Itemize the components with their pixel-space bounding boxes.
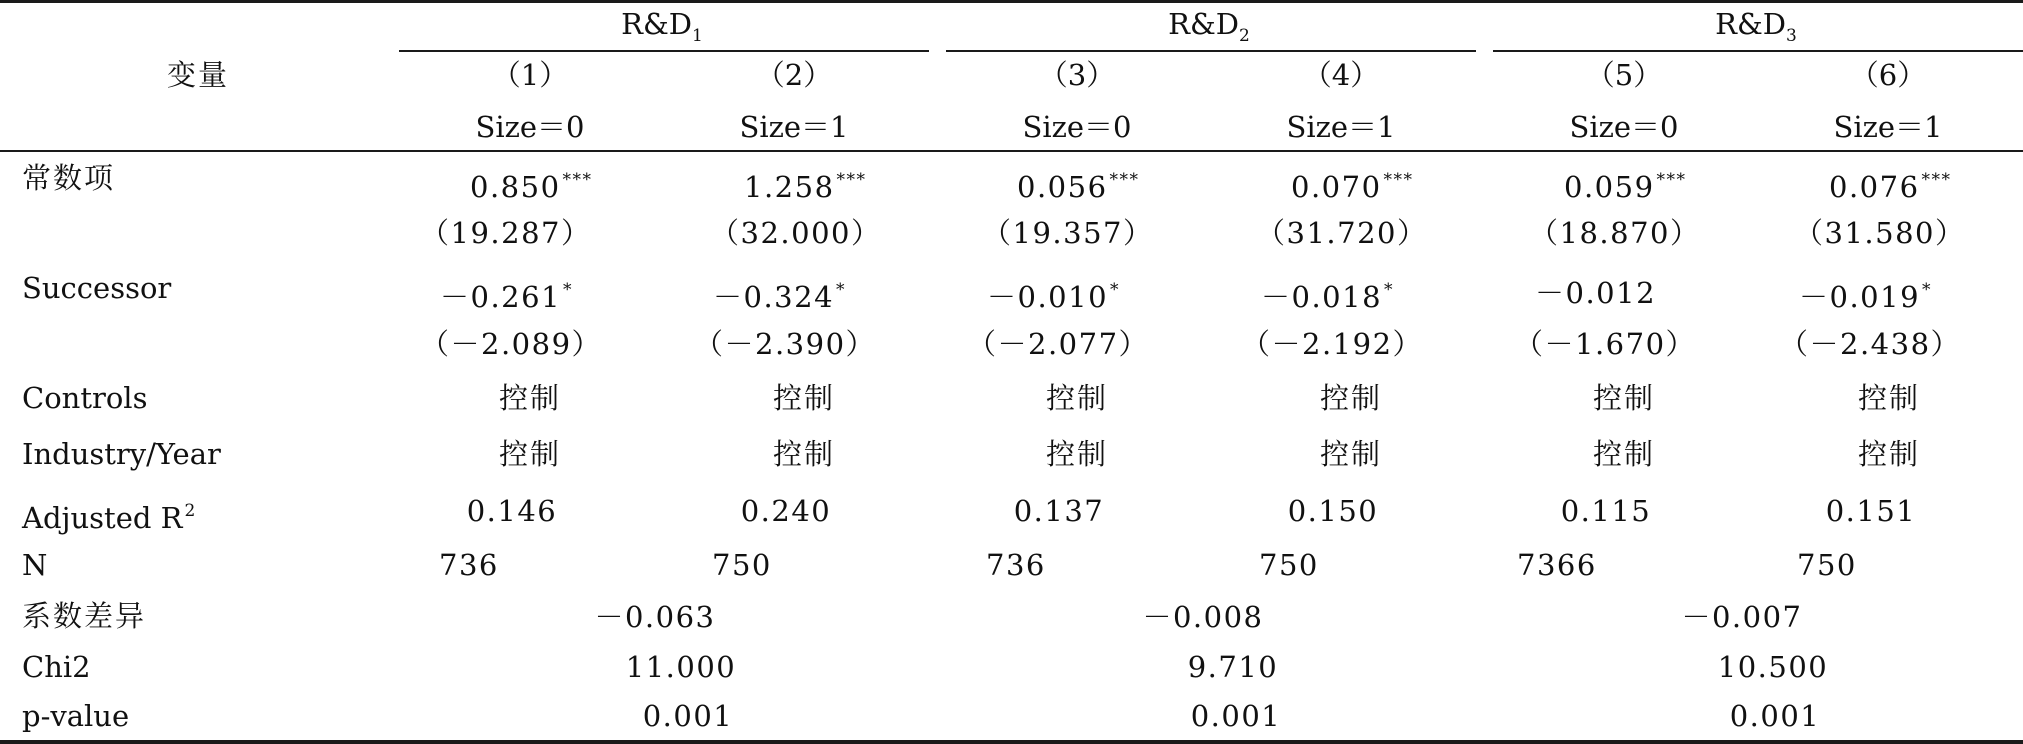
- group-stat-cell: 0.001: [1190, 699, 1282, 733]
- tstat-cell: （31.720）: [1256, 216, 1428, 250]
- tstat-cell: （19.357）: [982, 216, 1154, 250]
- coef-cell: －0.019 *: [1799, 280, 1933, 314]
- n-cell: 736: [439, 548, 499, 582]
- control-cell: 控制: [772, 381, 836, 415]
- significance-stars: ***: [562, 170, 593, 190]
- coef-cell: 1.258 ***: [744, 170, 867, 204]
- group-stat-cell: －0.007: [1681, 600, 1803, 634]
- group-stat-cell: 9.710: [1187, 650, 1279, 684]
- significance-stars: *: [563, 280, 574, 300]
- coef-cell: 0.076 ***: [1829, 170, 1952, 204]
- significance-stars: *: [1384, 280, 1395, 300]
- n-cell: 750: [712, 548, 772, 582]
- significance-stars: *: [1110, 280, 1121, 300]
- size-label: Size＝0: [1022, 110, 1132, 144]
- column-number: （3）: [1038, 58, 1116, 92]
- group-stat-cell: 0.001: [642, 699, 734, 733]
- group-header-1: [621, 7, 703, 53]
- coef-cell: －0.010 *: [987, 280, 1121, 314]
- size-label: Size＝1: [739, 110, 849, 144]
- column-number: （2）: [755, 58, 833, 92]
- control-cell: 控制: [1045, 437, 1109, 471]
- group-stat-cell: 11.000: [625, 650, 737, 684]
- group-stat-cell: 0.001: [1729, 699, 1821, 733]
- row-label-coef-diff: 系数差异: [22, 599, 147, 633]
- group-name: R&D: [621, 7, 693, 41]
- tstat-cell: （－2.390）: [694, 327, 877, 361]
- tstat-cell: （－2.089）: [420, 327, 603, 361]
- row-label-controls: Controls: [22, 381, 148, 415]
- significance-stars: ***: [1383, 170, 1414, 190]
- significance-stars: ***: [1109, 170, 1140, 190]
- r2-cell: 0.240: [740, 494, 832, 528]
- group-stat-cell: －0.008: [1142, 600, 1264, 634]
- column-number: （1）: [491, 58, 569, 92]
- control-cell: 控制: [1592, 437, 1656, 471]
- size-label: Size＝0: [475, 110, 585, 144]
- n-cell: 7366: [1517, 548, 1597, 582]
- control-cell: 控制: [1319, 437, 1383, 471]
- group-header-2: [1168, 7, 1250, 53]
- tstat-cell: （18.870）: [1529, 216, 1701, 250]
- size-label: Size＝0: [1569, 110, 1679, 144]
- coef-cell: －0.012: [1535, 276, 1657, 310]
- coef-cell: －0.261 *: [440, 280, 574, 314]
- coef-cell: －0.324 *: [713, 280, 847, 314]
- tstat-cell: （－2.077）: [967, 327, 1150, 361]
- group-stat-cell: －0.063: [594, 600, 716, 634]
- header-rule: [0, 150, 2023, 152]
- significance-stars: ***: [1656, 170, 1687, 190]
- coef-cell: 0.850 ***: [470, 170, 593, 204]
- group-subscript: 2: [1239, 26, 1250, 46]
- group-stat-cell: 10.500: [1717, 650, 1829, 684]
- group-header-3: [1715, 7, 1797, 53]
- row-label-industry-year: Industry/Year: [22, 437, 221, 471]
- tstat-cell: （19.287）: [420, 216, 592, 250]
- control-cell: 控制: [1319, 381, 1383, 415]
- row-label-constant: 常数项: [22, 161, 116, 195]
- top-rule: [0, 0, 2023, 3]
- n-cell: 736: [986, 548, 1046, 582]
- row-label-p-value: p-value: [22, 699, 130, 733]
- bottom-rule: [0, 740, 2023, 744]
- coef-cell: 0.056 ***: [1017, 170, 1140, 204]
- control-cell: 控制: [1857, 437, 1921, 471]
- control-cell: 控制: [1592, 381, 1656, 415]
- control-cell: 控制: [498, 381, 562, 415]
- n-cell: 750: [1259, 548, 1319, 582]
- size-label: Size＝1: [1833, 110, 1943, 144]
- group-name: R&D: [1168, 7, 1240, 41]
- superscript: 2: [184, 501, 196, 521]
- r2-cell: 0.137: [1013, 494, 1105, 528]
- r2-cell: 0.151: [1825, 494, 1917, 528]
- coef-cell: －0.018 *: [1261, 280, 1395, 314]
- coef-cell: 0.070 ***: [1291, 170, 1414, 204]
- group-name: R&D: [1715, 7, 1787, 41]
- control-cell: 控制: [1045, 381, 1109, 415]
- coef-cell: 0.059 ***: [1564, 170, 1687, 204]
- variable-header: 变量: [166, 58, 230, 92]
- control-cell: 控制: [772, 437, 836, 471]
- control-cell: 控制: [1857, 381, 1921, 415]
- significance-stars: *: [836, 280, 847, 300]
- column-number: （5）: [1585, 58, 1663, 92]
- group-subscript: 1: [692, 26, 703, 46]
- r2-cell: 0.150: [1287, 494, 1379, 528]
- column-number: （6）: [1849, 58, 1927, 92]
- n-cell: 750: [1797, 548, 1857, 582]
- row-label-successor: Successor: [22, 271, 172, 305]
- size-label: Size＝1: [1286, 110, 1396, 144]
- control-cell: 控制: [498, 437, 562, 471]
- tstat-cell: （－2.438）: [1779, 327, 1962, 361]
- tstat-cell: （31.580）: [1794, 216, 1966, 250]
- column-number: （4）: [1302, 58, 1380, 92]
- significance-stars: ***: [836, 170, 867, 190]
- r2-cell: 0.115: [1560, 494, 1652, 528]
- r2-cell: 0.146: [466, 494, 558, 528]
- tstat-cell: （32.000）: [710, 216, 882, 250]
- row-label-adjusted-r2: Adjusted R $^2$: [22, 501, 196, 535]
- significance-stars: ***: [1921, 170, 1952, 190]
- tstat-cell: （－2.192）: [1241, 327, 1424, 361]
- significance-stars: *: [1922, 280, 1933, 300]
- group-subscript: 3: [1786, 26, 1797, 46]
- tstat-cell: （－1.670）: [1514, 327, 1697, 361]
- row-label-chi2: Chi2: [22, 650, 91, 684]
- row-label-n: N: [22, 548, 48, 582]
